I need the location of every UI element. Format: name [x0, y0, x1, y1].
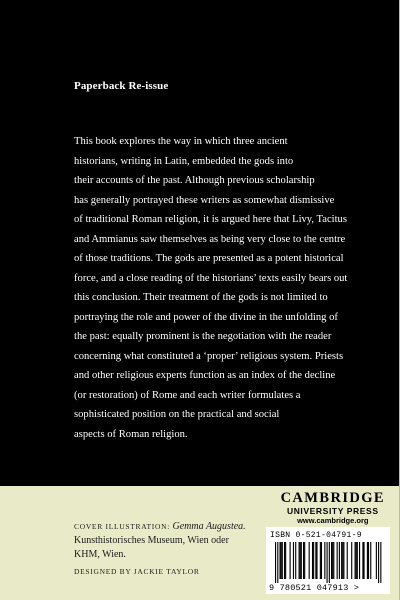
barcode-bar — [282, 542, 283, 579]
description-line: of traditional Roman religion, it is argued here that Livy, Tacitus — [74, 214, 347, 225]
description-line: has generally portrayed these writers as somewhat dismissive — [74, 194, 335, 206]
description-line: force, and a close reading of the historians’ texts easily bears out — [74, 272, 348, 284]
description-line: the past: equally prominent is the negotiation with the reader — [74, 331, 332, 342]
barcode-bar — [279, 542, 280, 579]
cover-credits — [74, 520, 246, 577]
barcode-bar — [370, 542, 371, 579]
barcode-bar — [315, 542, 316, 579]
barcode-bar — [362, 542, 363, 579]
cover-footer-panel — [0, 486, 400, 600]
barcode-bar — [331, 542, 332, 579]
publisher-name: CAMBRIDGE — [280, 490, 385, 506]
barcode-bar — [327, 542, 328, 583]
barcode-bar — [333, 542, 334, 579]
barcode-bar — [313, 542, 314, 579]
barcode-bar — [368, 542, 369, 579]
barcode-bar — [342, 542, 343, 579]
barcode-bar — [332, 542, 333, 579]
description-line: their accounts of the past. Although previous scholarship — [74, 175, 315, 186]
barcode-graphic — [270, 542, 386, 583]
barcode-bar — [341, 542, 342, 579]
description-line: of those traditions. The gods are presented as a potent historical — [74, 253, 344, 264]
publisher-subtitle: UNIVERSITY PRESS — [286, 506, 379, 516]
publisher-website: www.cambridge.org — [297, 516, 369, 525]
isbn-number: ISBN 0-521-04791-9 — [270, 531, 362, 540]
barcode-bar — [295, 542, 296, 579]
barcode-bar — [357, 542, 358, 579]
barcode-bar — [275, 542, 276, 583]
barcode-bar — [281, 542, 282, 579]
barcode-bar — [337, 542, 338, 579]
paperback-reissue-label: Paperback Re-issue — [74, 80, 169, 92]
description-line: sophisticated position on the practical and social — [74, 409, 280, 420]
description-line: this conclusion. Their treatment of the gods is not limited to — [74, 292, 328, 303]
museum-credit-line-2: KHM, Wien. — [74, 549, 126, 560]
barcode-bar — [300, 542, 301, 579]
barcode-bar — [290, 542, 291, 579]
barcode-bar — [356, 542, 357, 579]
barcode-bar — [363, 542, 364, 579]
barcode-bar — [304, 542, 305, 579]
barcode-bar — [324, 542, 325, 579]
publisher-logo — [281, 491, 385, 525]
barcode-bar — [376, 542, 377, 579]
barcode-bar — [285, 542, 286, 579]
description-line: concerning what constituted a ‘proper’ religious system. Priests — [74, 350, 344, 362]
barcode-bar — [351, 542, 352, 579]
ean-number: 9 780521 047913 > — [269, 583, 360, 593]
barcode-bar — [367, 542, 368, 579]
barcode-bar — [303, 542, 304, 579]
designer-credit: DESIGNED BY JACKIE TAYLOR — [74, 567, 200, 576]
barcode-bar — [347, 542, 348, 579]
barcode-bar — [378, 542, 379, 583]
barcode-bar — [277, 542, 278, 583]
barcode-bar — [329, 542, 330, 583]
barcode-bar — [293, 542, 294, 579]
barcode-bar — [339, 542, 340, 579]
museum-credit-line-1: Kunsthistorisches Museum, Wien oder — [74, 535, 229, 546]
description-line: and Ammianus saw themselves as being very close to the centre — [74, 233, 346, 245]
barcode-bar — [320, 542, 321, 579]
cover-illustration-label: COVER ILLUSTRATION: — [74, 522, 171, 531]
barcode-bar — [309, 542, 310, 579]
cover-illustration-credit — [74, 520, 246, 534]
description-line: (or restoration) of Rome and each writer formulates a — [74, 389, 301, 401]
book-description — [74, 132, 348, 444]
barcode-bar — [355, 542, 356, 579]
description-line: portraying the role and power of the divine in the unfolding of — [74, 311, 338, 323]
barcode-bar — [380, 542, 381, 583]
barcode-bar — [312, 542, 313, 579]
barcode-bar — [301, 542, 302, 579]
cover-illustration-title: Gemma Augustea. — [172, 521, 246, 532]
barcode-bar — [343, 542, 344, 579]
barcode-bar — [359, 542, 360, 579]
description-line: historians, writing in Latin, embedded the gods into — [74, 155, 294, 167]
barcode-panel — [266, 527, 390, 594]
description-line: and other religious experts function as an index of the decline — [74, 370, 336, 381]
barcode-bar — [284, 542, 285, 579]
description-line: This book explores the way in which three ancient — [74, 136, 288, 147]
description-line: aspects of Roman religion. — [74, 428, 188, 440]
barcode-bar — [316, 542, 317, 579]
barcode-bar — [321, 542, 322, 579]
barcode-bar — [299, 542, 300, 579]
